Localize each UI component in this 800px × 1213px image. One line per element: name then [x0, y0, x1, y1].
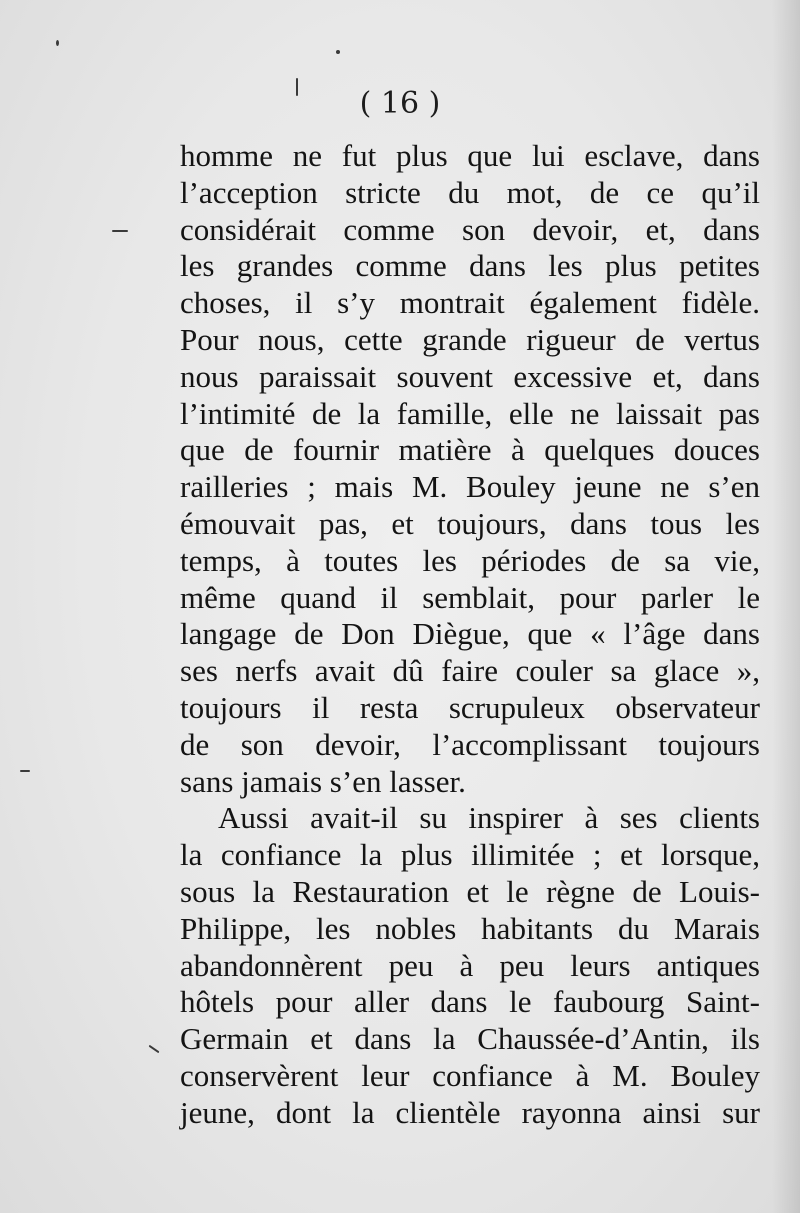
text-line: que de fournir matière à quelques douces: [180, 432, 760, 468]
ink-speck: [149, 1045, 160, 1054]
text-line: Pour nous, cette grande rigueur de vertus: [180, 321, 760, 357]
text-line: nous paraissait souvent excessive et, dans: [180, 358, 760, 394]
text-line: même quand il semblait, pour parler le: [180, 579, 760, 615]
ink-speck: [112, 230, 128, 232]
ink-speck: [56, 40, 59, 46]
ink-speck: [20, 770, 30, 772]
body-text: [180, 138, 760, 1132]
text-line: sous la Restauration et le règne de Louis-: [180, 873, 760, 909]
text-line: homme ne fut plus que lui esclave, dans: [180, 138, 760, 173]
text-line: émouvait pas, et toujours, dans tous les: [180, 505, 760, 541]
text-line: abandonnèrent peu à peu leurs antiques: [180, 947, 760, 983]
page-number: ( 16 ): [359, 86, 441, 121]
text-line: l’acception stricte du mot, de ce qu’il: [180, 174, 760, 210]
text-line: Germain et dans la Chaussée-d’Antin, ils: [180, 1021, 760, 1057]
text-line: considérait comme son devoir, et, dans: [180, 211, 760, 247]
page-edge-shadow: [772, 0, 800, 1213]
text-line: l’intimité de la famille, elle ne laissait pas: [180, 395, 760, 431]
text-line: les grandes comme dans les plus petites: [180, 248, 760, 284]
paragraph-end-line: sans jamais s’en lasser.: [180, 763, 466, 799]
text-line: toujours il resta scrupuleux observateur: [180, 689, 760, 725]
text-line: de son devoir, l’accomplissant toujours: [180, 726, 760, 762]
paragraph-start-line: Aussi avait-il su inspirer à ses clients: [218, 800, 760, 836]
ink-speck: [336, 50, 340, 54]
text-line: langage de Don Diègue, que « l’âge dans: [180, 616, 760, 652]
text-line: Philippe, les nobles habitants du Marais: [180, 910, 760, 946]
text-line: temps, à toutes les périodes de sa vie,: [180, 542, 760, 578]
text-line: ses nerfs avait dû faire couler sa glace »,: [180, 653, 760, 689]
text-line: choses, il s’y montrait également fidèle.: [180, 285, 760, 321]
text-line: la confiance la plus illimitée ; et lorsque,: [180, 837, 760, 873]
text-line: conservèrent leur confiance à M. Bouley: [180, 1057, 760, 1093]
text-line: jeune, dont la clientèle rayonna ainsi sur: [180, 1094, 760, 1130]
text-line: hôtels pour aller dans le faubourg Saint-: [180, 984, 760, 1020]
text-line: railleries ; mais M. Bouley jeune ne s’en: [180, 469, 760, 505]
